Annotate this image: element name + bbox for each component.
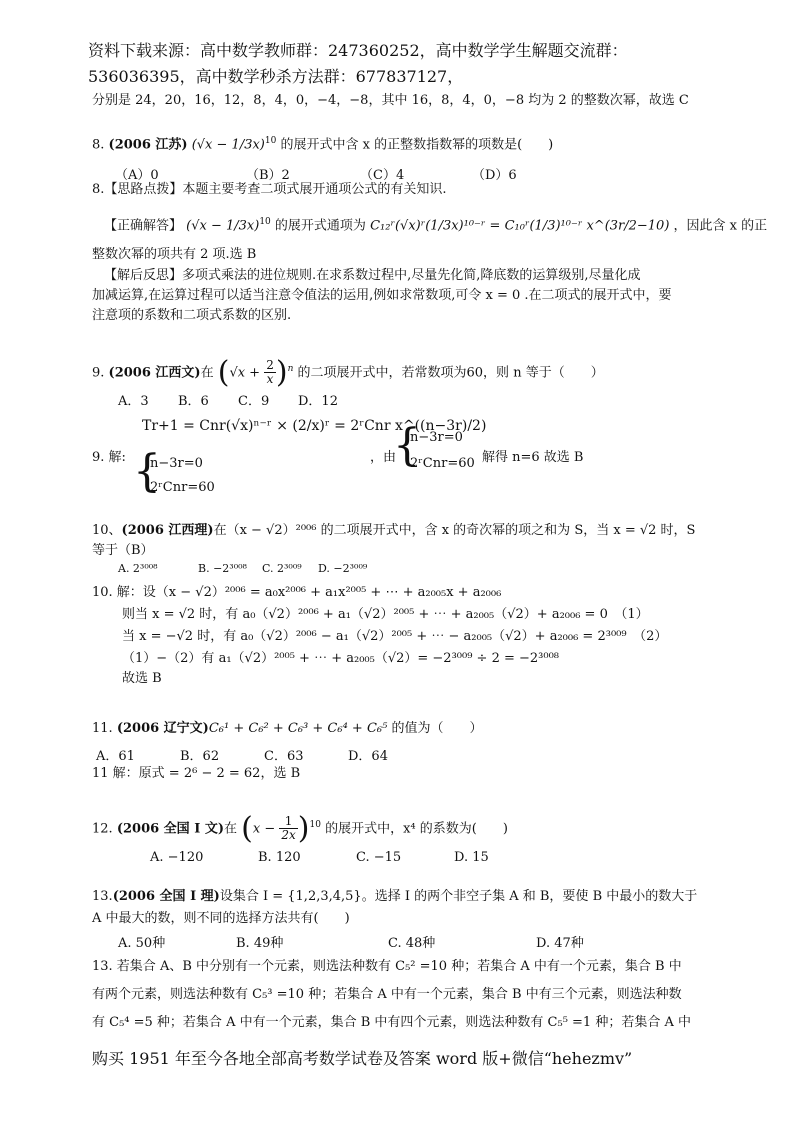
q10-text-1: 在（x − √2）²⁰⁰⁶ 的二项展开式中，含 x 的奇次幂的项之和为 S，当 x = √2 时，S [213, 523, 696, 538]
q12-question: 12. (2006 全国 I 文)在 (x − $\frac{1}{2x}$ )$^{10}$ 的展开式中，x⁴ 的系数为( ) [92, 810, 508, 846]
q9-pre: 在 [200, 365, 214, 381]
q10-solution-line-1: 10. 解：设（x − √2）²⁰⁰⁶ = a₀x²⁰⁰⁶ + a₁x²⁰⁰⁵ + ⋯ + a₂₀₀₅x + a₂₀₀₆ [92, 585, 502, 600]
q12-number: 12. [92, 821, 113, 837]
q12-option-a: A. −120 [150, 850, 204, 865]
q11-source: (2006 辽宁文) [116, 721, 209, 736]
q9-question: 9. (2006 江西文)在 (√x + $\frac{2}{x}$ )$^n$ 的二项展开式中，若常数项为60，则 n 等于（ ） [92, 354, 604, 390]
q8-answer-formula: C₁₂ʳ(√x)ʳ(1/3x)¹⁰⁻ʳ = C₁₀ʳ(1/3)¹⁰⁻ʳ x^(3r/2−10) [370, 218, 670, 234]
q9-solve-text: 解得 n=6 故选 B [482, 450, 584, 465]
q10-solution-line-3: 当 x = −√2 时，有 a₀（√2）²⁰⁰⁶ − a₁（√2）²⁰⁰⁵ + ⋯ − a₂₀₀₅（√2）+ a₂₀₀₆ = 2³⁰⁰⁹ （2） [122, 629, 668, 644]
q13-text-1: 设集合 I = {1,2,3,4,5}。选择 I 的两个非空子集 A 和 B，要使 B 中最小的数大于 [219, 889, 698, 904]
q8-reflection-3: 注意项的系数和二项式系数的区别. [92, 308, 292, 323]
q10-option-d: D. −2³⁰⁰⁹ [318, 562, 368, 575]
q13-source: (2006 全国 I 理) [112, 889, 220, 904]
q8-answer-mid: 的展开式通项为 [274, 218, 366, 234]
q11-option-c: C．63 [264, 749, 304, 764]
q10-solution-line-4: （1）−（2）有 a₁（√2）²⁰⁰⁵ + ⋯ + a₂₀₀₅（√2）= −2³⁰⁰⁹ ÷ 2 = −2³⁰⁰⁸ [122, 651, 560, 666]
q10-question-line-2: 等于（B） [92, 543, 154, 558]
q8-option-c: （C）4 [360, 168, 405, 183]
q8-number: 8. [92, 137, 105, 153]
q13-option-c: C. 48种 [388, 936, 436, 951]
problem-7-tail: 分别是 24，20，16，12，8，4，0，−4，−8，其中 16，8，4，0，−8 均为 2 的整数次幂，故选 C [92, 93, 689, 108]
q10-number: 10、 [92, 523, 122, 538]
q8-answer-end: ，因此含 x 的正 [673, 218, 768, 234]
q9-option-a: A．3 [118, 394, 149, 409]
q9-left-paren-icon: ( [217, 354, 230, 390]
q12-text: 的展开式中，x⁴ 的系数为( ) [325, 821, 508, 837]
q12-option-b: B. 120 [258, 850, 301, 865]
q12-option-c: C. −15 [356, 850, 402, 865]
q8-reflection-2: 加减运算,在运算过程可以适当注意令值法的运用,例如求常数项,可令 x = 0 .在二项式的展开式中，要 [92, 288, 672, 303]
q12-expression: x − [252, 821, 280, 837]
q9-left-brace-icon: { [133, 446, 161, 497]
q11-option-d: D．64 [348, 749, 388, 764]
q8-option-a: （A）0 [115, 168, 159, 183]
q9-comma-text: ，由 [370, 450, 397, 465]
q9-option-d: D．12 [298, 394, 338, 409]
q9-number: 9. [92, 365, 105, 381]
q10-question-line-1 [92, 522, 695, 540]
q9-system-eq-1: n−3r=0 [150, 456, 203, 471]
footer-ad: 购买 1951 年至今各地全部高考数学试卷及答案 word 版+微信“hehezmv” [92, 1049, 633, 1068]
q10-solution-line-2: 则当 x = √2 时，有 a₀（√2）²⁰⁰⁶ + a₁（√2）²⁰⁰⁵ + ⋯ + a₂₀₀₅（√2）+ a₂₀₀₆ = 0 （1） [122, 607, 649, 622]
q9-source: (2006 江西文) [108, 365, 201, 381]
q8-source: (2006 江苏) [108, 137, 188, 153]
q9-option-b: B．6 [178, 394, 209, 409]
q8-text: 的展开式中含 x 的正整数指数幂的项数是( ) [280, 137, 554, 153]
q8-option-b: （B）2 [246, 168, 290, 183]
q9-solution-label: 9. 解: [92, 450, 126, 465]
q9-system2-eq-1: n−3r=0 [410, 430, 463, 445]
q8-option-d: （D）6 [472, 168, 517, 183]
q12-source: (2006 全国 I 文) [116, 821, 224, 837]
q11-text: 的值为（ ） [391, 721, 483, 736]
q9-general-term: Tr+1 = Cnr(√x)ⁿ⁻ʳ × (2/x)ʳ = 2ʳCnr x^((n−3r)/2) [142, 418, 487, 434]
header-line-2: 536036395，高中数学秒杀方法群：677837127， [88, 67, 464, 86]
q11-expression: C₆¹ + C₆² + C₆³ + C₆⁴ + C₆⁵ [208, 721, 388, 736]
q8-answer-exponent: 10 [259, 217, 271, 227]
q8-answer-expression: (√x − 1/3x) [186, 218, 260, 234]
q8-answer-label: 【正确解答】 [104, 218, 183, 234]
q11-question [92, 720, 482, 738]
q10-solution-line-5: 故选 B [122, 671, 162, 686]
q9-right-brace-icon: { [393, 420, 421, 471]
q10-option-a: A. 2³⁰⁰⁸ [118, 562, 158, 575]
q13-option-a: A. 50种 [118, 936, 166, 951]
q13-solution-line-2: 有两个元素，则选法种数有 C₅³ =10 种；若集合 A 中有一个元素，集合 B 中有三个元素，则选法种数 [92, 987, 682, 1002]
q8-exponent: 10 [264, 136, 277, 146]
q13-option-d: D. 47种 [536, 936, 584, 951]
q9-fraction: $\frac{2}{x}$ [266, 358, 274, 387]
q11-option-b: B．62 [180, 749, 220, 764]
q11-solution: 11 解：原式 = 2⁶ − 2 = 62，选 B [92, 766, 301, 781]
q13-question-line-1 [92, 888, 697, 906]
q8-hint: 8.【思路点拨】本题主要考查二项式展开通项公式的有关知识. [92, 182, 447, 197]
q13-question-line-2: A 中最大的数，则不同的选择方法共有( ) [92, 911, 350, 926]
q8-expression: (√x − 1/3x) [191, 137, 265, 153]
q12-right-paren-icon: ) [297, 810, 310, 846]
q8-answer [104, 206, 767, 242]
q9-text: 的二项展开式中，若常数项为60，则 n 等于（ ） [297, 365, 604, 381]
q9-system-eq-2: 2ʳCnr=60 [150, 480, 215, 495]
q9-expression: √x + [229, 365, 265, 381]
q8-question [92, 132, 553, 154]
q12-option-d: D. 15 [454, 850, 489, 865]
q12-left-paren-icon: ( [241, 810, 253, 846]
q12-pre: 在 [223, 821, 237, 837]
q13-number: 13. [92, 889, 113, 904]
q9-system2-eq-2: 2ʳCnr=60 [410, 456, 475, 471]
q8-reflection-1: 【解后反思】多项式乘法的进位规则.在求系数过程中,尽量先化简,降底数的运算级别,尽量化成 [104, 268, 641, 283]
q9-option-c: C．9 [238, 394, 270, 409]
q12-fraction: $\frac{1}{2x}$ [281, 814, 296, 843]
q10-source: (2006 江西理) [121, 523, 214, 538]
q13-option-b: B. 49种 [236, 936, 284, 951]
q8-answer-line-2: 整数次幂的项共有 2 项.选 B [92, 247, 257, 262]
header-line-1: 资料下载来源：高中数学教师群：247360252，高中数学学生解题交流群： [88, 41, 628, 60]
q13-solution-line-1: 13. 若集合 A、B 中分别有一个元素，则选法种数有 C₅² =10 种；若集合 A 中有一个元素，集合 B 中 [92, 959, 682, 974]
q11-number: 11. [92, 721, 113, 736]
q10-option-b: B. −2³⁰⁰⁸ [198, 562, 247, 575]
q9-right-paren-icon: ) [275, 354, 288, 390]
q13-solution-line-3: 有 C₅⁴ =5 种；若集合 A 中有一个元素，集合 B 中有四个元素，则选法种数有 C₅⁵ =1 种；若集合 A 中 [92, 1015, 691, 1030]
q11-option-a: A．61 [96, 749, 135, 764]
q10-option-c: C. 2³⁰⁰⁹ [262, 562, 302, 575]
